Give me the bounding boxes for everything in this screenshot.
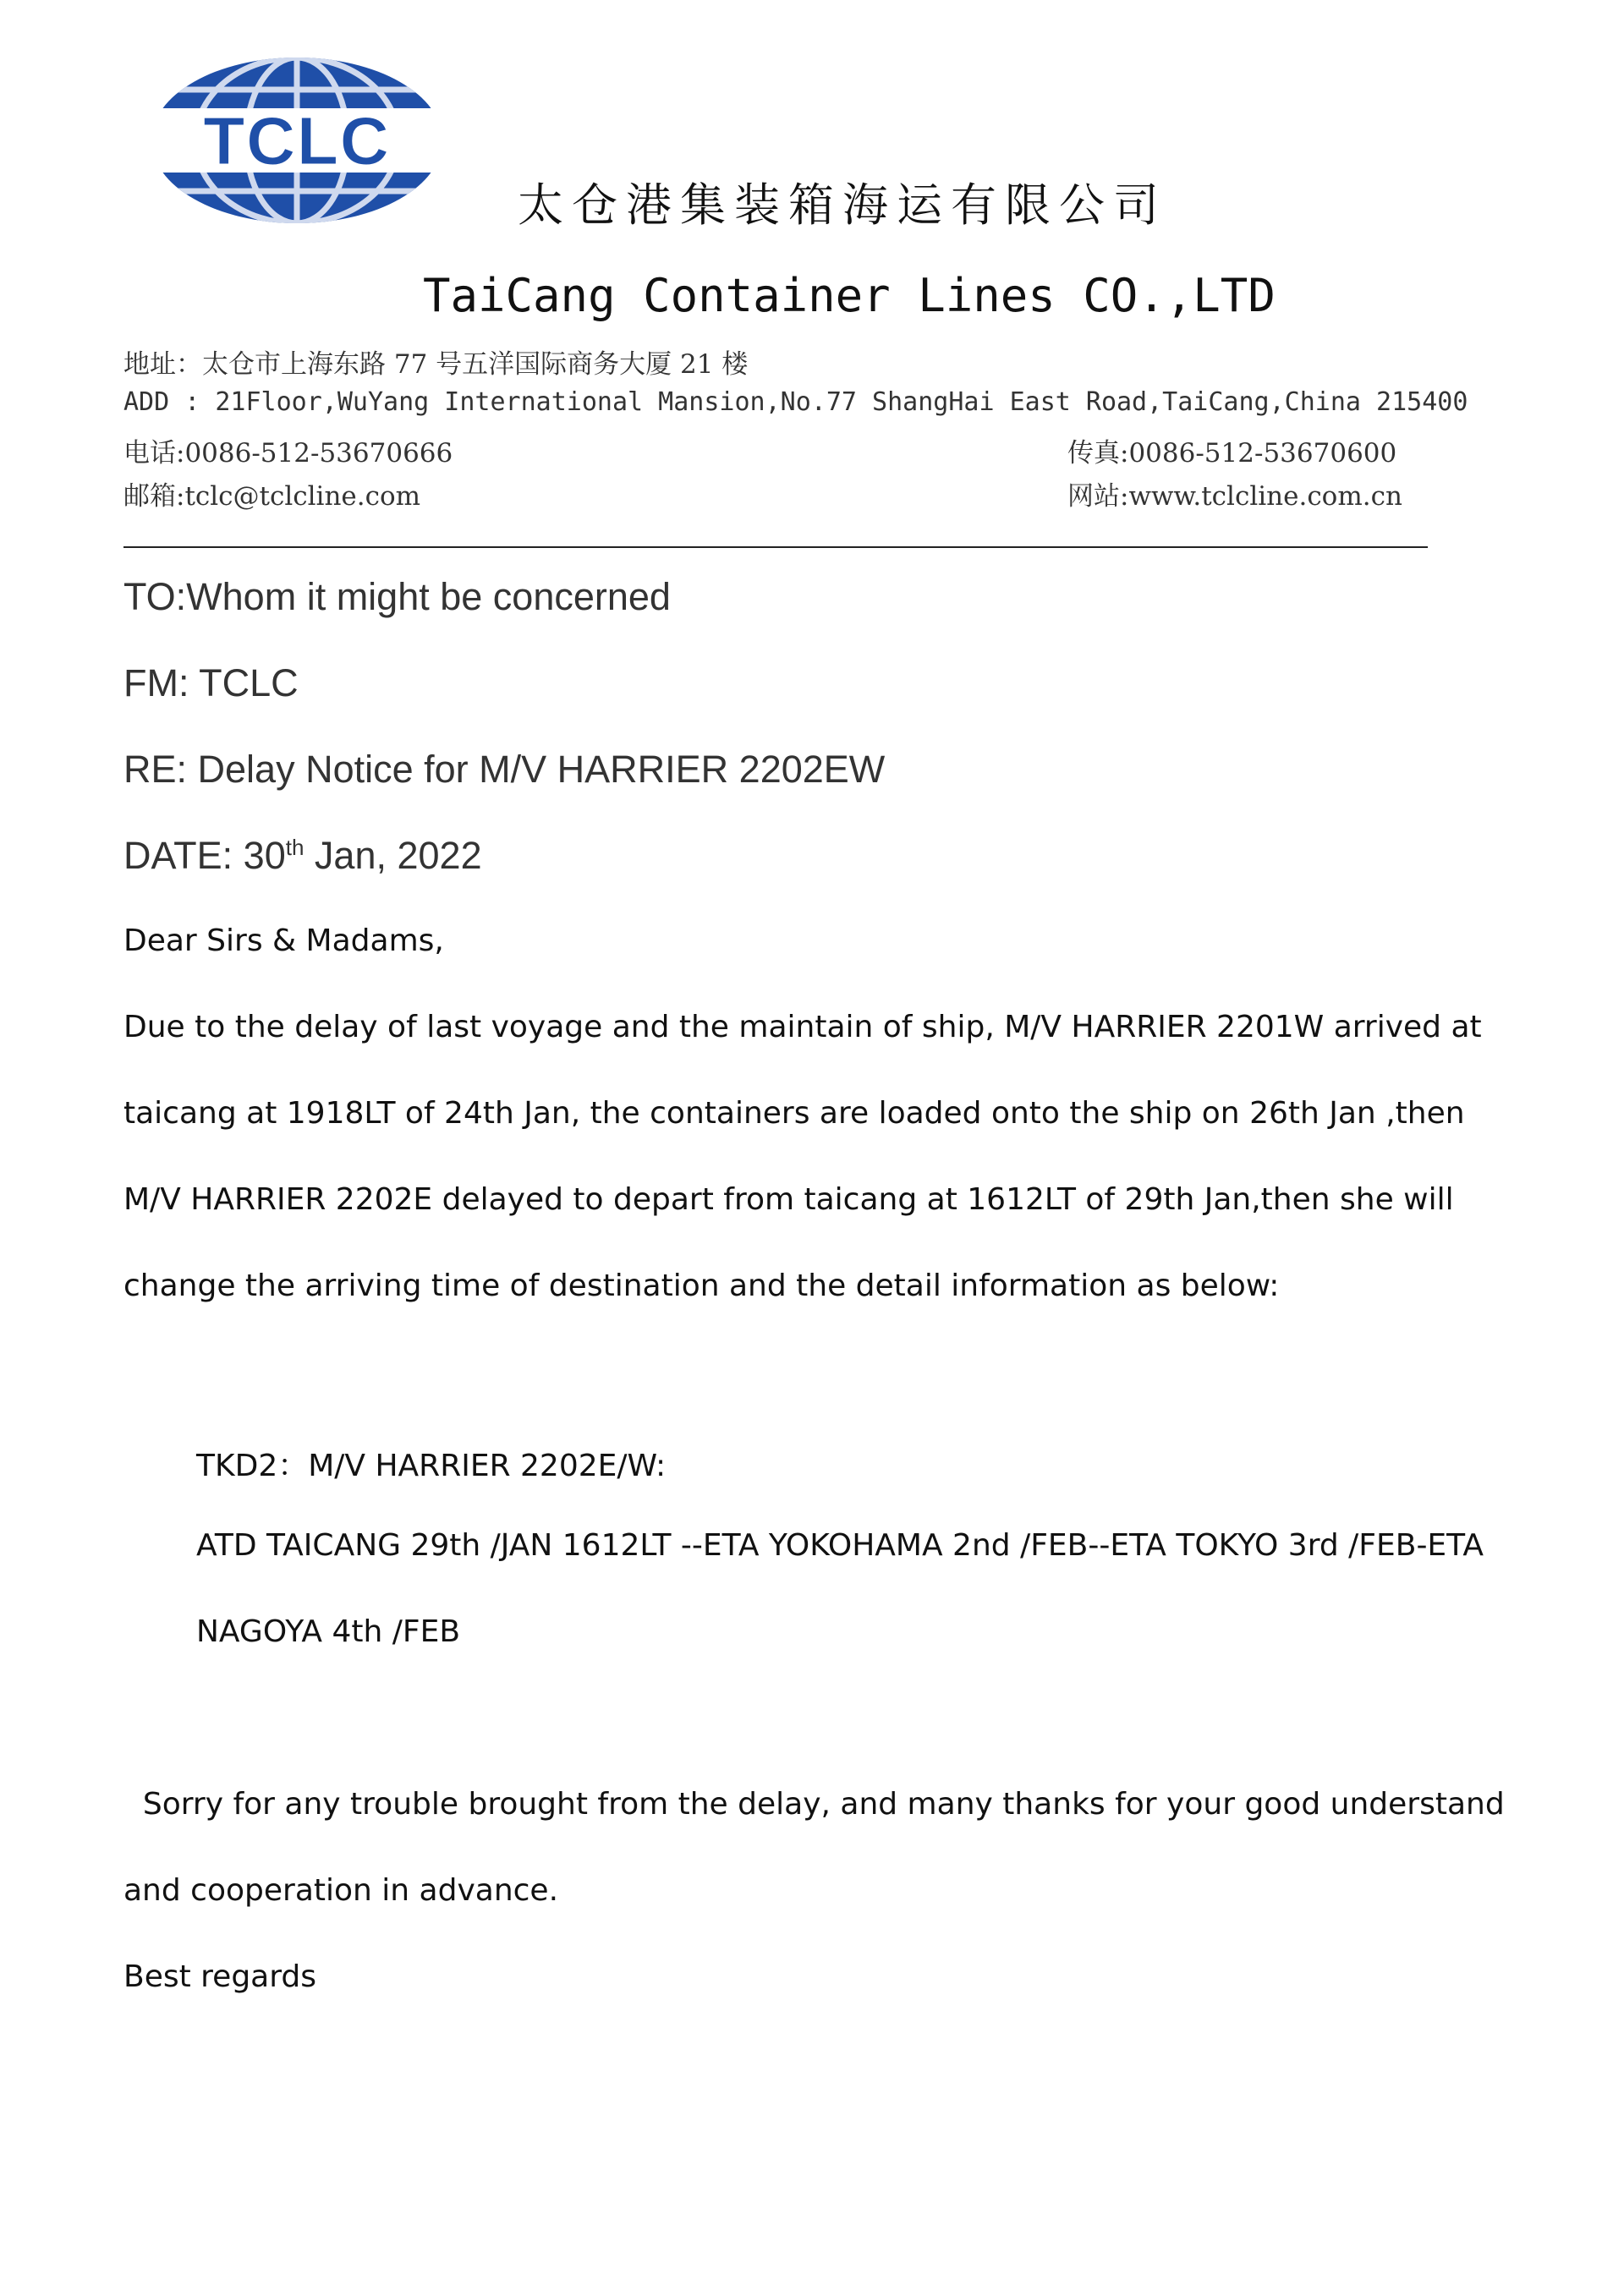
header-divider bbox=[123, 546, 1428, 548]
website: 网站:www.tclcline.com.cn bbox=[1067, 481, 1402, 512]
schedule-line: ATD TAICANG 29th /JAN 1612LT --ETA YOKOHAMA 2nd /FEB--ETA TOKYO 3rd /FEB-ETA bbox=[196, 1528, 1484, 1563]
phone: 电话:0086-512-53670666 bbox=[123, 438, 453, 469]
paragraph-line: M/V HARRIER 2202E delayed to depart from taicang at 1612LT of 29th Jan,then she will bbox=[123, 1182, 1454, 1217]
date-prefix: DATE: 30 bbox=[123, 834, 286, 877]
company-logo bbox=[149, 56, 445, 225]
schedule-line: NAGOYA 4th /FEB bbox=[196, 1614, 461, 1649]
paragraph-line: Due to the delay of last voyage and the maintain of ship, M/V HARRIER 2201W arrived at bbox=[123, 1010, 1482, 1044]
closing-line: and cooperation in advance. bbox=[123, 1873, 559, 1908]
date-line bbox=[123, 834, 482, 878]
paragraph-line: taicang at 1918LT of 24th Jan, the containers are loaded onto the ship on 26th Jan ,then bbox=[123, 1096, 1465, 1131]
schedule-title: TKD2：M/V HARRIER 2202E/W: bbox=[196, 1449, 667, 1483]
to-line: TO:Whom it might be concerned bbox=[123, 575, 671, 618]
from-line: FM: TCLC bbox=[123, 661, 299, 704]
re-line: RE: Delay Notice for M/V HARRIER 2202EW bbox=[123, 748, 886, 791]
greeting: Dear Sirs & Madams, bbox=[123, 923, 444, 958]
email: 邮箱:tclc@tclcline.com bbox=[123, 481, 421, 512]
address-en: ADD : 21Floor,WuYang International Mansion,No.77 ShangHai East Road,TaiCang,China 215400 bbox=[123, 387, 1468, 417]
company-name-en: TaiCang Container Lines CO.,LTD bbox=[423, 269, 1276, 322]
signoff: Best regards bbox=[123, 1959, 317, 1994]
paragraph-line: change the arriving time of destination and the detail information as below: bbox=[123, 1269, 1280, 1303]
closing-line: Sorry for any trouble brought from the delay, and many thanks for your good understand bbox=[123, 1787, 1505, 1822]
company-name-cn: 太仓港集装箱海运有限公司 bbox=[518, 178, 1167, 232]
address-cn: 地址：太仓市上海东路 77 号五洋国际商务大厦 21 楼 bbox=[123, 349, 749, 380]
date-suffix: Jan, 2022 bbox=[304, 834, 482, 877]
date-ordinal: th bbox=[285, 835, 304, 860]
fax: 传真:0086-512-53670600 bbox=[1067, 438, 1397, 469]
logo-text: TCLC bbox=[203, 103, 391, 178]
